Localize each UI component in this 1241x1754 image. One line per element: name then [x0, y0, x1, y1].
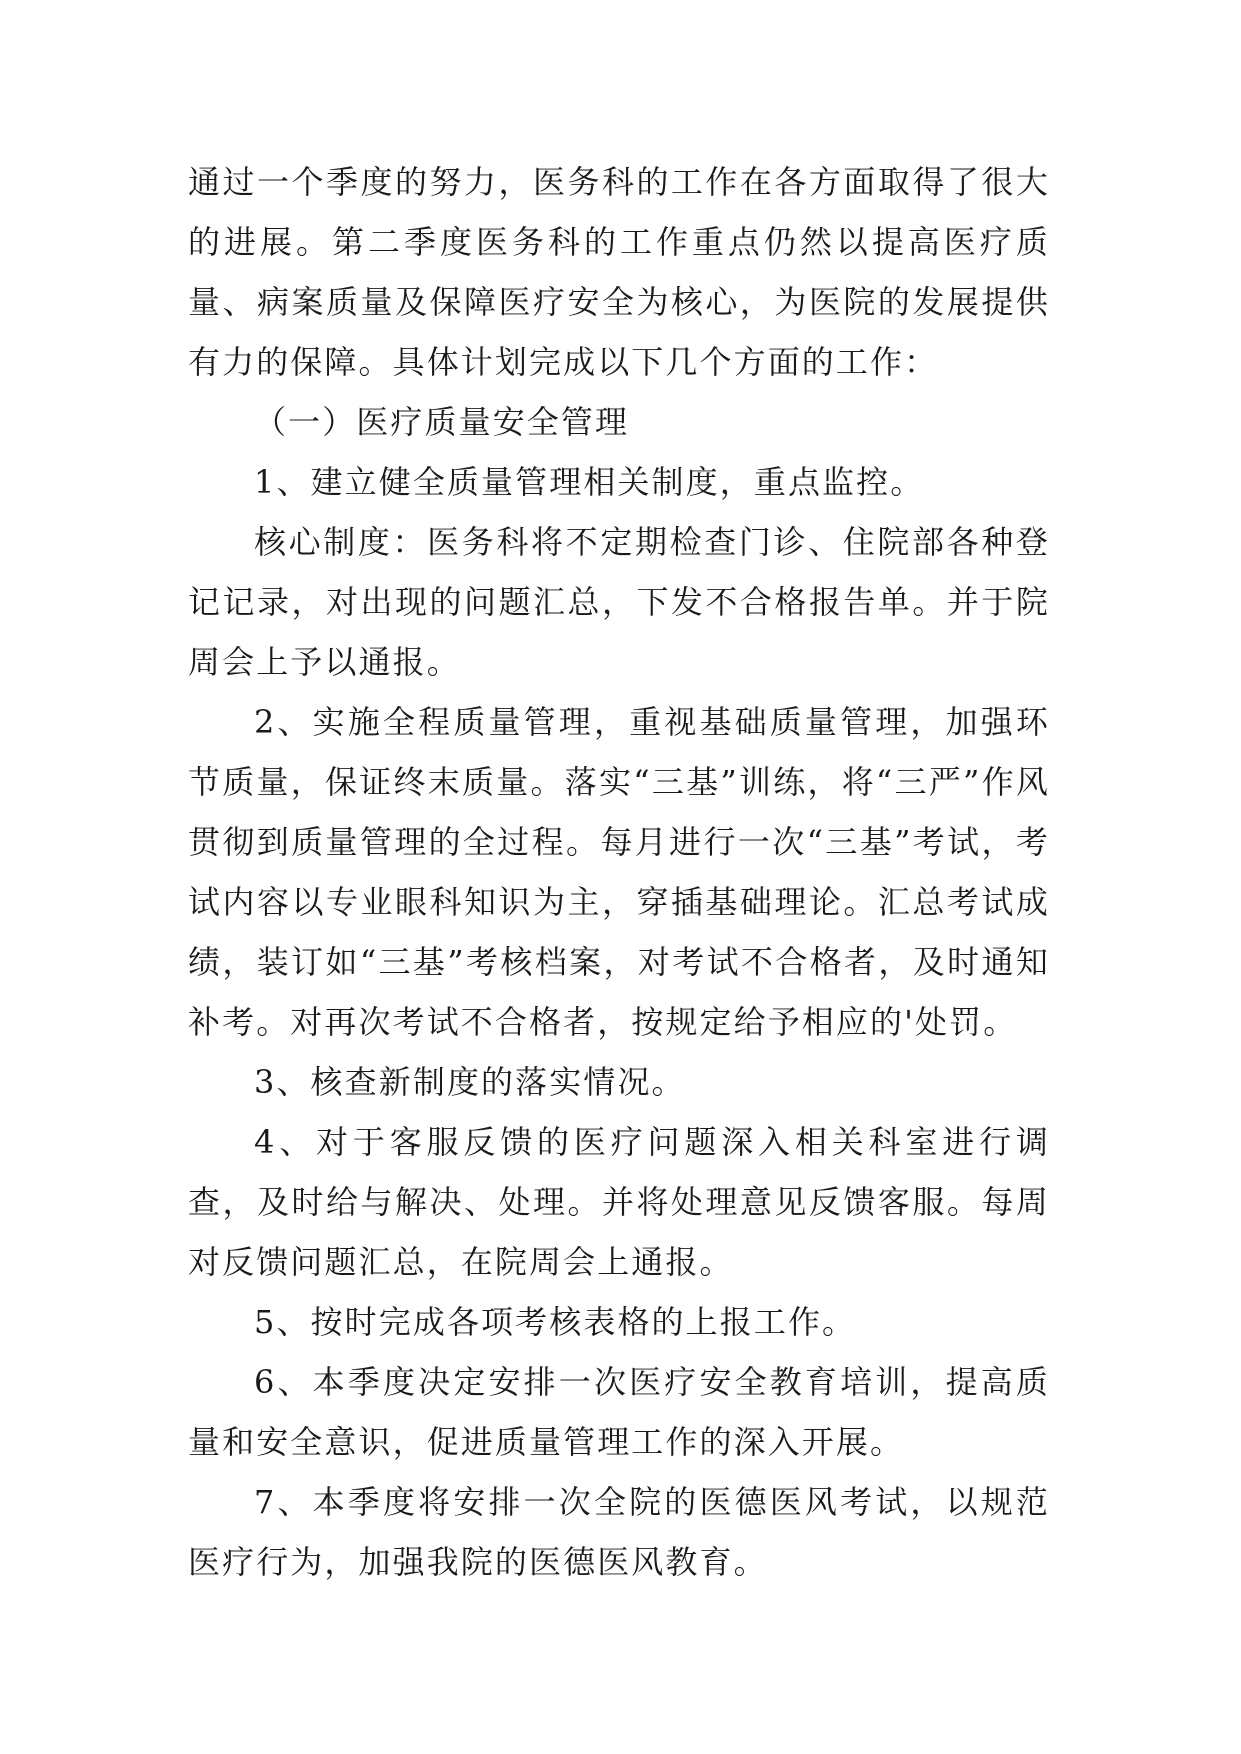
item-3-paragraph: 3、核查新制度的落实情况。 — [254, 1063, 686, 1101]
document-body — [188, 152, 1050, 1592]
item-6-paragraph: 6、本季度决定安排一次医疗安全教育培训，提高质量和安全意识，促进质量管理工作的深入开展。 — [188, 1363, 1050, 1461]
item-2-paragraph: 2、实施全程质量管理，重视基础质量管理，加强环节质量，保证终末质量。落实“三基”训练，将“三严”作风贯彻到质量管理的全过程。每月进行一次“三基”考试，考试内容以专业眼科知识为主，穿插基础理论。汇总考试成绩，装订如“三基”考核档案，对考试不合格者，及时通知补考。对再次考试不合格者，按规定给予相应的'处罚。 — [188, 703, 1050, 1041]
item-7-paragraph: 7、本季度将安排一次全院的医德医风考试，以规范医疗行为，加强我院的医德医风教育。 — [188, 1483, 1050, 1581]
section-heading: （一）医疗质量安全管理 — [254, 403, 630, 441]
intro-paragraph: 通过一个季度的努力，医务科的工作在各方面取得了很大的进展。第二季度医务科的工作重点仍然以提高医疗质量、病案质量及保障医疗安全为核心，为医院的发展提供有力的保障。具体计划完成以下几个方面的工作： — [188, 163, 1050, 381]
item-5-paragraph: 5、按时完成各项考核表格的上报工作。 — [254, 1303, 857, 1341]
item-4-paragraph: 4、对于客服反馈的医疗问题深入相关科室进行调查，及时给与解决、处理。并将处理意见反馈客服。每周对反馈问题汇总，在院周会上通报。 — [188, 1123, 1050, 1281]
item-1-paragraph: 1、建立健全质量管理相关制度，重点监控。 — [254, 463, 925, 501]
core-system-paragraph: 核心制度：医务科将不定期检查门诊、住院部各种登记记录，对出现的问题汇总，下发不合格报告单。并于院周会上予以通报。 — [188, 523, 1050, 681]
